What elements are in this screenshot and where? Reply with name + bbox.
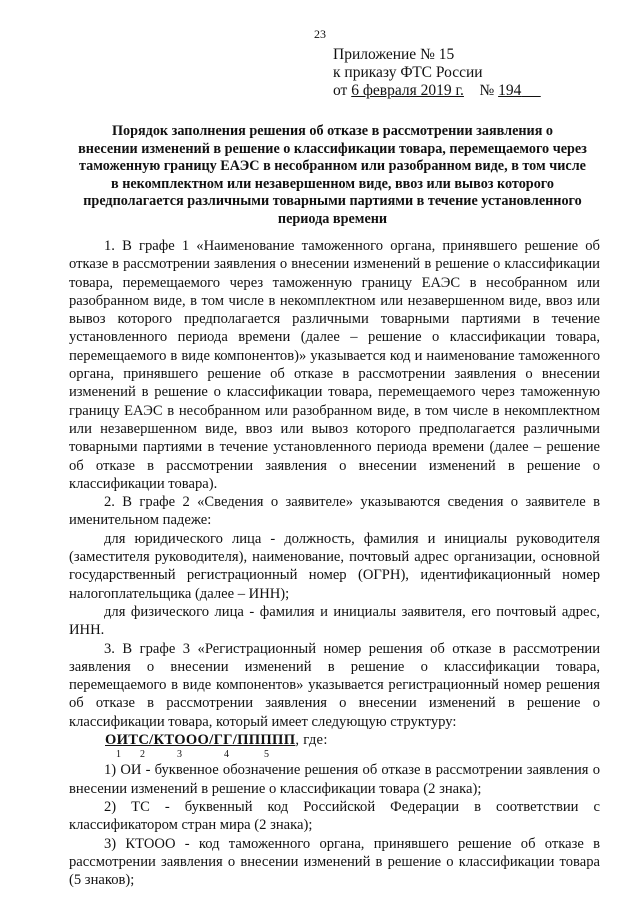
structure-code-line bbox=[69, 731, 600, 749]
structure-code: ОИТС/КТООО/ГГ/ППППП bbox=[105, 732, 296, 749]
paragraph-2-legal-entity: для юридического лица - должность, фамилия и инициалы руководителя (заместителя руководителя), наименование, почтовый адрес организации, основной государственный регистрационный номер (ОГРН), идентификационный номер налогоплательщика (далее – ИНН); bbox=[69, 530, 600, 602]
number-structure bbox=[69, 731, 600, 761]
structure-index: 1 bbox=[116, 749, 121, 761]
structure-index: 3 bbox=[177, 749, 182, 761]
structure-index: 4 bbox=[224, 749, 229, 761]
document-title bbox=[70, 123, 595, 228]
order-date: 6 февраля 2019 г. bbox=[351, 82, 464, 99]
order-number: 194 bbox=[498, 82, 522, 99]
paragraph-2: 2. В графе 2 «Сведения о заявителе» указываются сведения о заявителе в именительном падеже: bbox=[69, 494, 600, 529]
list-item-1: 1) ОИ - буквенное обозначение решения об отказе в рассмотрении заявления о внесении изменений в решение о классификации товара (2 знака); bbox=[69, 762, 600, 797]
title-line: таможенную границу ЕАЭС в несобранном или разобранном виде, в том числе bbox=[79, 158, 586, 174]
page-number: 23 bbox=[314, 27, 326, 41]
structure-indexes bbox=[69, 749, 600, 761]
title-line: периода времени bbox=[277, 210, 388, 227]
order-date-number bbox=[333, 82, 541, 100]
appendix-label: Приложение № 15 bbox=[333, 46, 455, 63]
structure-index: 5 bbox=[264, 749, 269, 761]
paragraph-3: 3. В графе 3 «Регистрационный номер решения об отказе в рассмотрении заявления о внесении изменений в решение о классификации товара, перемещаемого в виде компонентов» указывается регистрационный номер решения об отказе в рассмотрении заявления о внесении изменений в решение о классификации товара, который имеет следующую структуру: bbox=[69, 640, 600, 730]
appendix-header bbox=[333, 46, 541, 100]
list-item-2: 2) ТС - буквенный код Российской Федерации в соответствии с классификатором стран мира (2 знака); bbox=[69, 798, 600, 834]
structure-index: 2 bbox=[140, 749, 145, 761]
date-prefix: от bbox=[333, 82, 352, 99]
title-line: внесении изменений в решение о классификации товара, перемещаемого через bbox=[78, 140, 587, 157]
document-body bbox=[69, 237, 600, 889]
structure-suffix: , где: bbox=[295, 732, 328, 749]
title-line: предполагается различными товарными партиями в течение установленного bbox=[83, 193, 582, 209]
list-item-3: 3) КТООО - код таможенного органа, принявшего решение об отказе в рассмотрении заявления о внесении изменений в решение о классификации товара (5 знаков); bbox=[69, 835, 600, 889]
paragraph-1: 1. В графе 1 «Наименование таможенного органа, принявшего решение об отказе в рассмотрении заявления о внесении изменений в решение о классификации товара, перемещаемого через таможенную границу ЕАЭС в несобранном или разобранном виде, в том числе в некомплектном или незавершенном виде, ввоз или вывоз которого предполагается различными товарными партиями в течение установленного периода времени (далее – решение о классификации товара, перемещаемого в виде компонентов)» указывается код и наименование таможенного органа, принявшего решение об отказе в рассмотрении заявления о внесении изменений в решение о классификации товара, перемещаемого через таможенную границу ЕАЭС в несобранном или разобранном виде, в том числе в некомплектном или незавершенном виде, ввоз или вывоз которого предполагается различными товарными партиями в течение установленного периода времени (далее – решение об отказе в рассмотрении заявления о внесении изменений в решение о классификации товара). bbox=[69, 238, 600, 492]
order-reference: к приказу ФТС России bbox=[333, 64, 483, 81]
title-line: Порядок заполнения решения об отказе в рассмотрении заявления о bbox=[111, 123, 554, 139]
number-label: № bbox=[479, 82, 499, 99]
title-line: в некомплектном или незавершенном виде, ввоз или вывоз которого bbox=[111, 175, 554, 192]
paragraph-2-individual: для физического лица - фамилия и инициалы заявителя, его почтовый адрес, ИНН. bbox=[69, 603, 600, 639]
